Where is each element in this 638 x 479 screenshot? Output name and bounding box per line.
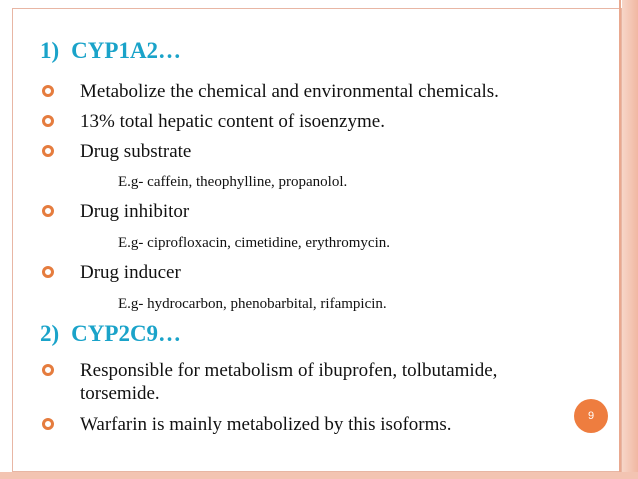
circle-bullet-icon xyxy=(42,145,54,157)
bullet-text: Responsible for metabolism of ibuprofen, tolbutamide, torsemide. xyxy=(80,360,498,404)
bullet-text: Drug inducer xyxy=(80,262,181,283)
right-accent-line xyxy=(619,0,621,479)
bullet-text: Drug inhibitor xyxy=(80,201,190,222)
example-text: E.g- ciprofloxacin, cimetidine, erythromycin. xyxy=(118,235,390,251)
right-accent-band xyxy=(622,0,638,479)
section-heading-1 xyxy=(40,38,181,64)
bullet-text: Warfarin is mainly metabolized by this isoforms. xyxy=(80,414,452,435)
page-number-badge: 9 xyxy=(574,399,608,433)
circle-bullet-icon xyxy=(42,418,54,430)
circle-bullet-icon xyxy=(42,85,54,97)
circle-bullet-icon xyxy=(42,205,54,217)
bottom-accent-band xyxy=(0,472,638,479)
bullet-text: Metabolize the chemical and environmental chemicals. xyxy=(80,81,499,102)
circle-bullet-icon xyxy=(42,266,54,278)
circle-bullet-icon xyxy=(42,115,54,127)
section-number: 2) xyxy=(40,321,60,346)
bullet-text: 13% total hepatic content of isoenzyme. xyxy=(80,111,385,132)
section-title: CYP1A2… xyxy=(71,38,182,63)
section-title: CYP2C9… xyxy=(71,321,182,346)
bullet-text: Drug substrate xyxy=(80,141,192,162)
example-text: E.g- caffein, theophylline, propanolol. xyxy=(118,174,348,190)
section-heading-2 xyxy=(40,321,181,347)
example-text: E.g- hydrocarbon, phenobarbital, rifampicin. xyxy=(118,296,387,312)
section-number: 1) xyxy=(40,38,60,63)
circle-bullet-icon xyxy=(42,364,54,376)
